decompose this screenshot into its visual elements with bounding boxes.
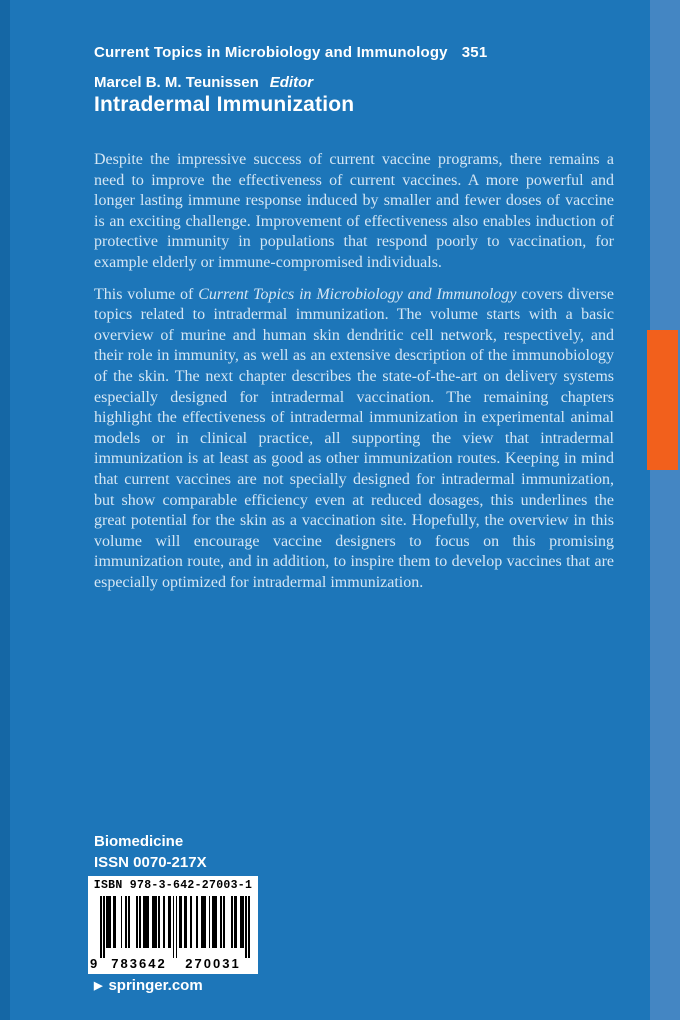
series-color-block [647,330,678,470]
book-title: Intradermal Immunization [94,93,355,116]
back-cover-blurb [94,150,614,604]
editor-line [94,74,313,91]
blurb-paragraph-2-prefix: This volume of [94,285,199,303]
ean-first-digit: 9 [90,956,98,971]
website-url: springer.com [108,977,203,994]
series-volume-number: 351 [461,44,488,61]
category-label: Biomedicine [94,833,184,850]
spine-shadow-strip [0,0,10,1020]
isbn-number: ISBN 978-3-642-27003-1 [93,879,253,892]
ean-digit-group-1: 783642 [111,956,167,971]
arrow-right-icon: ▶ [94,980,103,992]
barcode-bars [100,896,250,962]
editor-role-label: Editor [269,74,314,91]
editor-name: Marcel B. M. Teunissen [94,74,259,91]
blurb-series-name-italic: Current Topics in Microbiology and Immunology [198,285,517,303]
ean-digit-group-2: 270031 [185,956,241,971]
right-edge-strip [650,0,680,1020]
blurb-paragraph-1: Despite the impressive success of current vaccine programs, there remains a need to improve the effectiveness of current vaccines. A more powerful and longer lasting immune response induced by smaller and fewer doses of vaccine is an exciting challenge. Improvement of effectiveness also enables induction of protective immunity in populations that respond poorly to vaccination, for example elderly or immune-compromised individuals. [94,151,614,271]
series-title: Current Topics in Microbiology and Immunology [94,44,448,61]
series-title-line [94,44,487,61]
publisher-website [94,977,203,994]
blurb-paragraph-2 [94,285,614,594]
issn-label: ISSN 0070-217X [94,854,207,871]
blurb-paragraph-2-suffix: covers diverse topics related to intradermal immunization. The volume starts with a basic overview of murine and human skin dendritic cell network, respectively, and their role in immunity, as well as an extensive description of the immunobiology of the skin. The next chapter describes the state-of-the-art on delivery systems especially designed for intradermal vaccination. The remaining chapters highlight the effectiveness of intradermal immunization in experimental animal models or in clinical practice, all supporting the view that intradermal immunization is at least as good as other immunization routes. Keeping in mind that current vaccines are not specially designed for intradermal immunization, but show comparable efficiency even at reduced dosages, this underlines the great potential for the skin as a vaccination site. Hopefully, the overview in this volume will encourage vaccine designers to focus on this promising immunization route, and in addition, to inspire them to develop vaccines that are especially optimized for intradermal immunization. [94,285,614,591]
isbn-barcode-box [88,876,258,974]
